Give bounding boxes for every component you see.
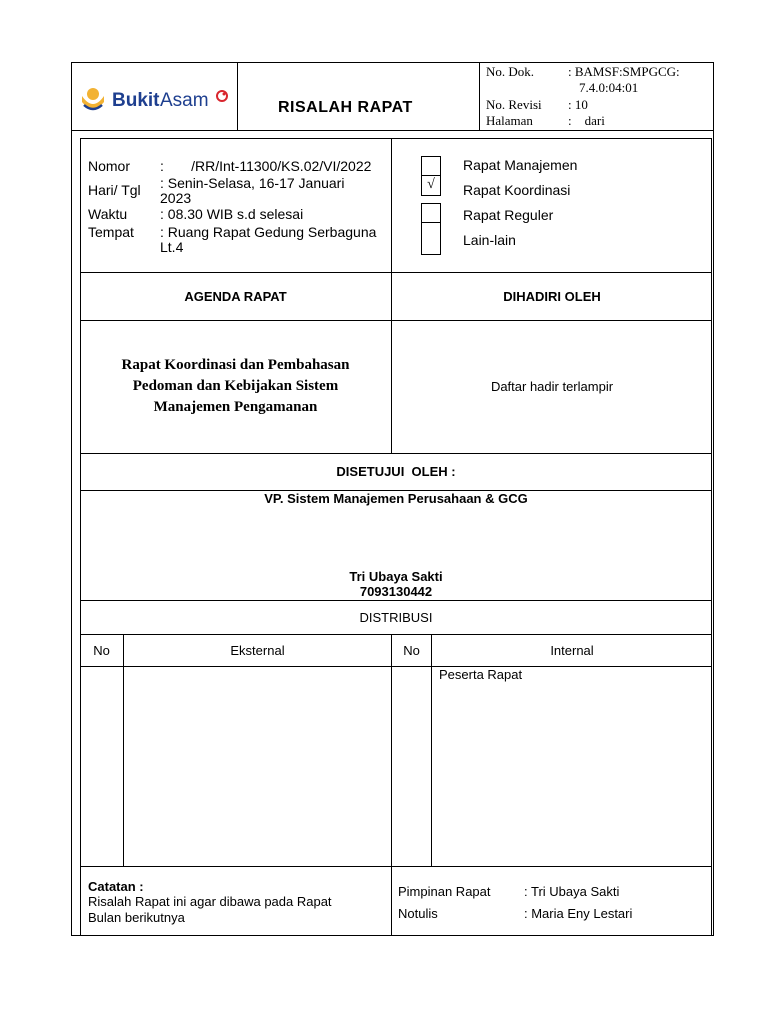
label-rapat-reguler: Rapat Reguler — [463, 207, 554, 223]
agenda-line-1: Rapat Koordinasi dan Pembahasan — [121, 357, 350, 373]
label-rapat-manajemen: Rapat Manajemen — [463, 157, 578, 173]
col-divider-no-int — [431, 634, 432, 867]
waktu-label: Waktu — [88, 206, 128, 222]
hari-value: : Senin-Selasa, 16-17 Januari — [160, 175, 345, 191]
agenda-line-3: Manajemen Pengamanan — [153, 399, 318, 415]
nomor-value: : /RR/Int-11300/KS.02/VI/2022 — [160, 158, 372, 174]
rule-after-distribution-cols — [80, 666, 712, 667]
notes-line-1: Risalah Rapat ini agar dibawa pada Rapat — [88, 894, 332, 909]
tempat-value-cont: Lt.4 — [160, 239, 184, 255]
doc-no-label: No. Dok. — [486, 64, 535, 79]
approver-id: 7093130442 — [359, 584, 433, 599]
company-logo — [80, 84, 230, 114]
tempat-label: Tempat — [88, 224, 134, 240]
nomor-label: Nomor — [88, 158, 131, 174]
notes-line-2: Bulan berikutnya — [88, 910, 185, 925]
hari-label: Hari/ Tgl — [88, 182, 141, 198]
distribution-header: DISTRIBUSI — [359, 610, 433, 625]
approver-position: VP. Sistem Manajemen Perusahaan & GCG — [264, 491, 528, 506]
logo-ring-icon — [215, 89, 229, 103]
revision-value: : 10 — [568, 97, 588, 112]
col-header-internal: Internal — [550, 643, 594, 658]
attendance-header: DIHADIRI OLEH — [503, 289, 601, 304]
internal-item-peserta: Peserta Rapat — [439, 667, 523, 682]
approver-name: Tri Ubaya Sakti — [349, 569, 443, 584]
doc-no-value: : BAMSF:SMPGCG: — [568, 64, 680, 79]
logo-text-bukit: Bukit — [112, 90, 160, 111]
agenda-header: AGENDA RAPAT — [184, 289, 287, 304]
agenda-line-2: Pedoman dan Kebijakan Sistem — [132, 378, 339, 394]
attendance-text: Daftar hadir terlampir — [490, 379, 614, 394]
revision-label: No. Revisi — [486, 97, 542, 112]
checkbox-lain-lain[interactable] — [421, 223, 441, 255]
col-header-no-2: No — [403, 643, 420, 658]
checkbox-rapat-reguler[interactable] — [421, 203, 441, 223]
rule-after-info — [80, 272, 712, 273]
rule-after-approval — [80, 600, 712, 601]
notes-label: Catatan : — [88, 879, 144, 894]
chair-value: : Tri Ubaya Sakti — [524, 884, 620, 899]
label-lain-lain: Lain-lain — [463, 232, 516, 248]
chair-label: Pimpinan Rapat — [398, 884, 491, 899]
page-value: : dari — [568, 113, 605, 128]
logo-text-asam: Asam — [160, 90, 209, 111]
label-rapat-koordinasi: Rapat Koordinasi — [463, 182, 571, 198]
rule-after-agenda-header — [80, 320, 712, 321]
approval-header: DISETUJUI OLEH : — [336, 464, 456, 479]
rule-after-distribution-header — [80, 634, 712, 635]
col-header-external: Eksternal — [230, 643, 285, 658]
rule-before-footer — [80, 866, 712, 867]
rule-after-agenda — [80, 453, 712, 454]
header-divider-1 — [237, 62, 238, 131]
checkbox-rapat-manajemen[interactable] — [421, 156, 441, 176]
header-divider-2 — [479, 62, 480, 131]
document-title: RISALAH RAPAT — [278, 99, 413, 116]
notulis-label: Notulis — [398, 906, 438, 921]
inner-table-frame — [80, 138, 712, 936]
notulis-value: : Maria Eny Lestari — [524, 906, 633, 921]
waktu-value: : 08.30 WIB s.d selesai — [160, 206, 304, 222]
tempat-value: : Ruang Rapat Gedung Serbaguna — [160, 224, 377, 240]
checkbox-rapat-koordinasi[interactable]: √ — [421, 176, 441, 196]
header-bottom-border — [71, 130, 714, 131]
col-divider-no-ext — [123, 634, 124, 867]
hari-value-cont: 2023 — [160, 190, 192, 206]
col-divider-ext-no — [391, 634, 392, 867]
col-header-no: No — [93, 643, 110, 658]
col-divider-footer — [391, 866, 392, 936]
page-label: Halaman — [486, 113, 533, 128]
logo-mark-icon — [80, 86, 106, 112]
doc-no-value-cont: 7.4.0:04:01 — [579, 80, 639, 95]
